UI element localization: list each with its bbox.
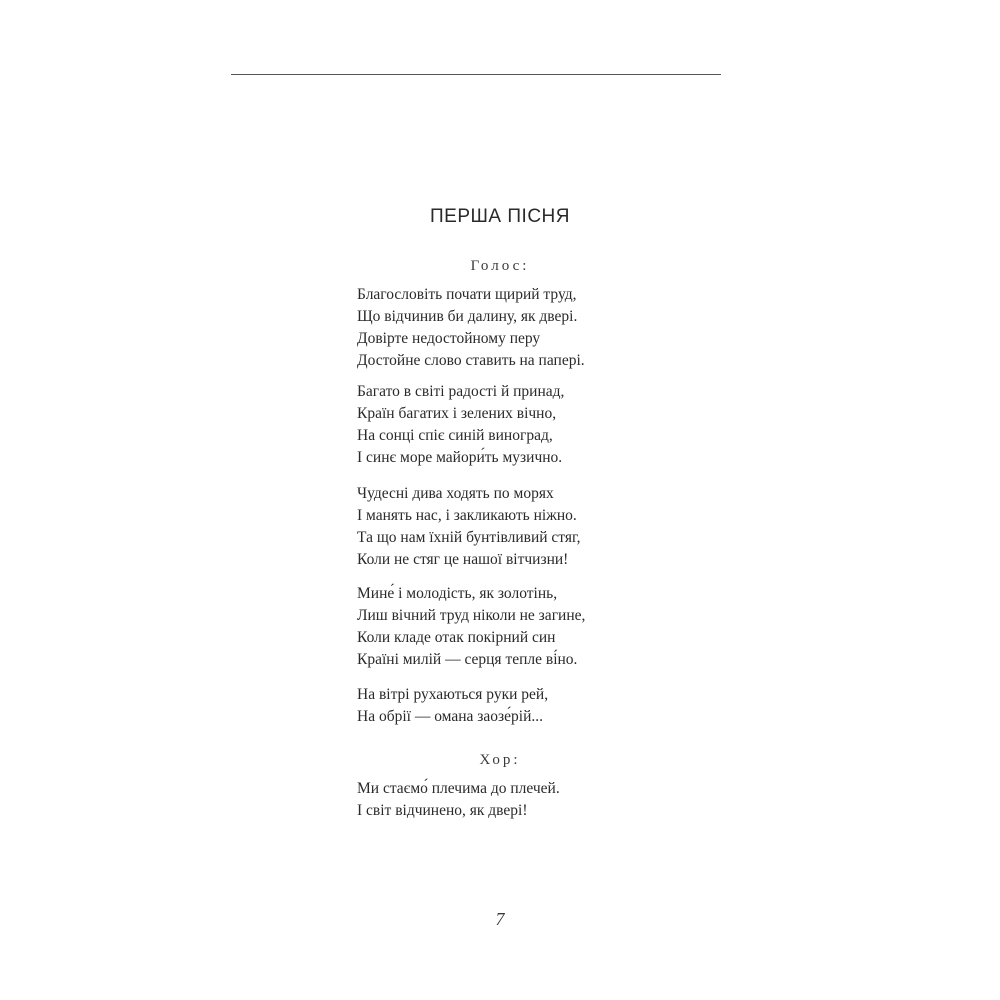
verse-line: Коли кладе отак покірний син <box>357 629 556 646</box>
verse-line: Достойне слово ставить на папері. <box>357 352 585 369</box>
stanza-2 <box>357 381 697 469</box>
verse-line: Країні милій — серця тепле ві́но. <box>357 651 578 668</box>
speaker-chorus-label: Хор: <box>479 752 521 768</box>
verse-line: На обрії — омана заозе́рій... <box>357 708 544 725</box>
verse-line: І синє море майори́ть музично. <box>357 449 563 466</box>
verse-line: Благословіть почати щирий труд, <box>357 286 577 303</box>
verse-line: Та що нам їхній бунтівливий стяг, <box>357 529 581 546</box>
verse-line: Ми стаємо́ плечима до плечей. <box>357 780 560 797</box>
verse-line: На вітрі рухаються руки рей, <box>357 686 549 703</box>
chorus-stanza <box>357 778 697 822</box>
verse-line: Мине́ і молодість, як золотінь, <box>357 585 558 602</box>
speaker-voice-label: Голос: <box>470 258 530 274</box>
verse-line: Лиш вічний труд ніколи не загине, <box>357 607 586 624</box>
verse-line: Що відчинив би далину, як двері. <box>357 308 578 325</box>
page-number: 7 <box>495 909 505 929</box>
stanza-5 <box>357 684 697 728</box>
verse-line: Коли не стяг це нашої вітчизни! <box>357 551 569 568</box>
verse-line: На сонці спіє синій виноград, <box>357 427 553 444</box>
poem-title: ПЕРША ПІСНЯ <box>430 206 570 227</box>
verse-line: Довірте недостойному перу <box>357 330 541 347</box>
stanza-4 <box>357 583 697 671</box>
stanza-3 <box>357 483 697 571</box>
verse-line: Чудесні дива ходять по морях <box>357 485 554 502</box>
verse-line: Країн багатих і зелених вічно, <box>357 405 557 422</box>
verse-line: Багато в світі радості й принад, <box>357 383 565 400</box>
header-rule <box>231 74 721 75</box>
verse-line: І манять нас, і закликають ніжно. <box>357 507 577 524</box>
verse-line: І світ відчинено, як двері! <box>357 802 528 819</box>
stanza-1 <box>357 284 697 372</box>
